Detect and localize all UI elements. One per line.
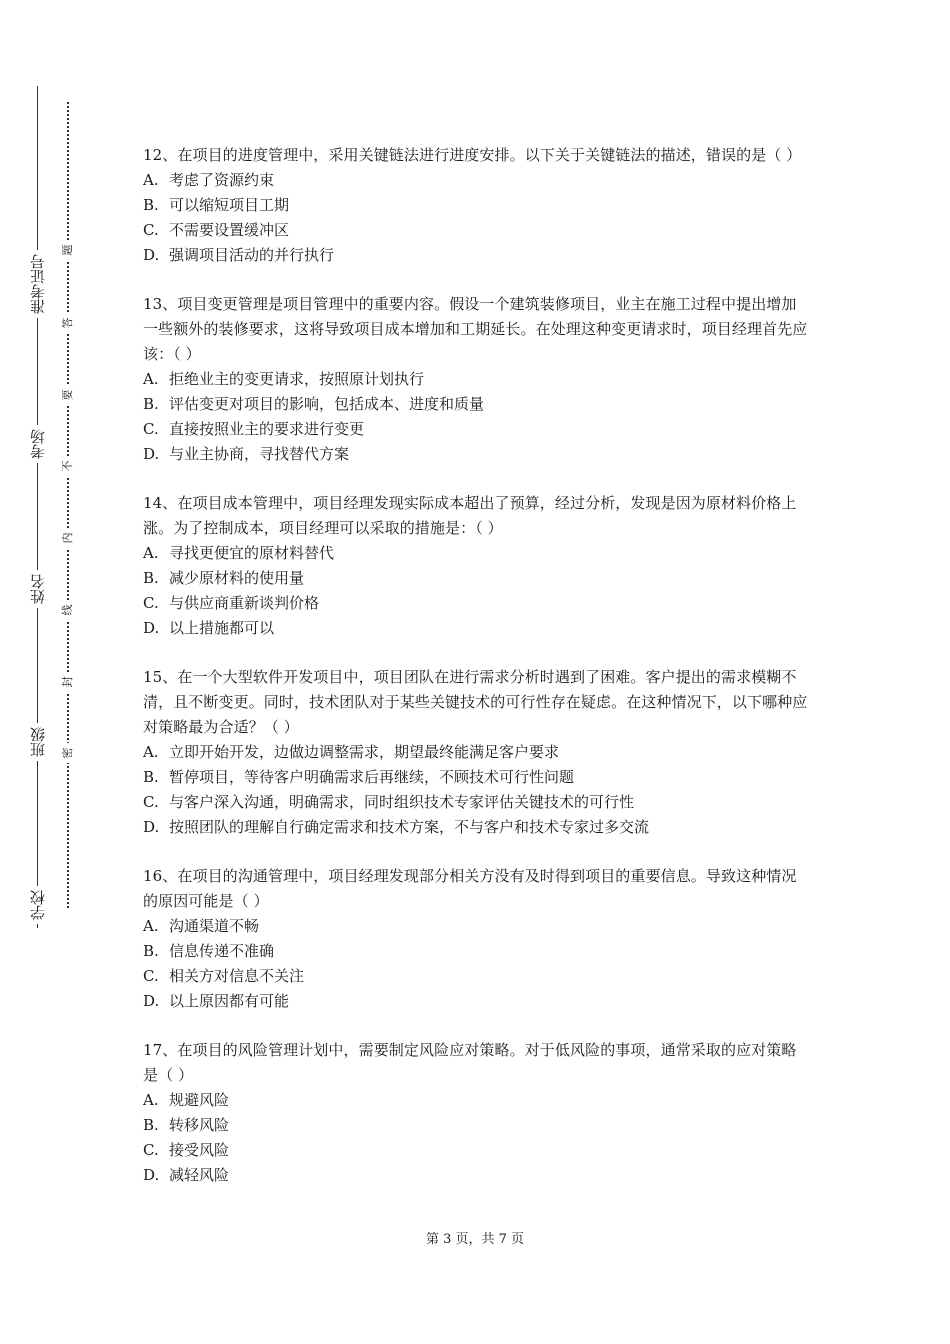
option-b xyxy=(143,193,809,218)
question-stem: 15、在一个大型软件开发项目中，项目团队在进行需求分析时遇到了困难。客户提出的需求模糊不清，且不断变更。同时，技术团队对于某些关键技术的可行性存在疑虑。在这种情况下，以下哪种应对策略最为合适？（ ） xyxy=(143,668,808,736)
option-text: 不需要设置缓冲区 xyxy=(169,221,290,239)
option-text: 强调项目活动的并行执行 xyxy=(169,246,335,264)
seal-char: 答 xyxy=(61,313,75,333)
option-letter: C. xyxy=(143,967,159,985)
page-number: 第 3 页，共 7 页 xyxy=(425,1232,525,1247)
option-text: 与供应商重新谈判价格 xyxy=(169,594,320,612)
option-letter: B. xyxy=(143,1116,159,1134)
option-d xyxy=(143,989,809,1014)
option-text: 与客户深入沟通，明确需求，同时组织技术专家评估关键技术的可行性 xyxy=(169,793,635,811)
question-15 xyxy=(143,665,809,840)
option-letter: D. xyxy=(143,1166,160,1184)
option-text: 信息传递不准确 xyxy=(169,942,275,960)
class-label: 班级 xyxy=(25,723,51,761)
seal-dotted-line xyxy=(67,102,69,908)
option-c xyxy=(143,790,809,815)
seal-char: 要 xyxy=(61,385,75,405)
option-text: 与业主协商，寻找替代方案 xyxy=(169,445,350,463)
question-13 xyxy=(143,292,809,467)
option-letter: B. xyxy=(143,569,159,587)
option-c xyxy=(143,1138,809,1163)
option-b xyxy=(143,392,809,417)
option-text: 立即开始开发，边做边调整需求，期望最终能满足客户要求 xyxy=(169,743,560,761)
option-text: 按照团队的理解自行确定需求和技术方案，不与客户和技术专家过多交流 xyxy=(169,818,650,836)
option-letter: B. xyxy=(143,768,159,786)
option-letter: A. xyxy=(143,917,159,935)
option-text: 规避风险 xyxy=(169,1091,230,1109)
option-letter: B. xyxy=(143,395,159,413)
option-letter: C. xyxy=(143,1141,159,1159)
question-17 xyxy=(143,1038,809,1188)
option-a xyxy=(143,740,809,765)
question-stem: 14、在项目成本管理中，项目经理发现实际成本超出了预算，经过分析，发现是因为原材料价格上涨。为了控制成本，项目经理可以采取的措施是：（ ） xyxy=(143,494,797,537)
question-stem: 13、项目变更管理是项目管理中的重要内容。假设一个建筑装修项目，业主在施工过程中提出增加一些额外的装修要求，这将导致项目成本增加和工期延长。在处理这种变更请求时，项目经理首先应该：（ ） xyxy=(143,295,808,363)
option-letter: D. xyxy=(143,445,160,463)
option-letter: C. xyxy=(143,594,159,612)
option-b xyxy=(143,566,809,591)
option-text: 相关方对信息不关注 xyxy=(169,967,305,985)
option-text: 以上措施都可以 xyxy=(169,619,275,637)
option-text: 减少原材料的使用量 xyxy=(169,569,305,587)
option-text: 沟通渠道不畅 xyxy=(169,917,260,935)
seal-char: 不 xyxy=(61,456,75,476)
option-letter: C. xyxy=(143,221,159,239)
option-a xyxy=(143,1088,809,1113)
option-c xyxy=(143,417,809,442)
question-list xyxy=(143,143,809,1212)
option-c xyxy=(143,591,809,616)
name-label: 姓名 xyxy=(25,570,51,608)
option-a xyxy=(143,914,809,939)
question-12 xyxy=(143,143,809,268)
option-letter: D. xyxy=(143,619,160,637)
seal-char: 封 xyxy=(61,672,75,692)
option-d xyxy=(143,243,809,268)
option-a xyxy=(143,367,809,392)
question-stem: 17、在项目的风险管理计划中，需要制定风险应对策略。对于低风险的事项，通常采取的应对策略是（ ） xyxy=(143,1041,797,1084)
option-letter: D. xyxy=(143,818,160,836)
option-c xyxy=(143,218,809,243)
option-text: 直接按照业主的要求进行变更 xyxy=(169,420,365,438)
seal-char: 内 xyxy=(61,528,75,548)
option-text: 考虑了资源约束 xyxy=(169,171,275,189)
seal-char: 题 xyxy=(61,240,75,260)
option-letter: D. xyxy=(143,992,160,1010)
option-letter: A. xyxy=(143,743,159,761)
question-stem: 12、在项目的进度管理中，采用关键链法进行进度安排。以下关于关键链法的描述，错误的是（ ） xyxy=(143,146,802,164)
exam-room-label: 考场 xyxy=(25,425,51,463)
option-b xyxy=(143,939,809,964)
option-text: 减轻风险 xyxy=(169,1166,230,1184)
option-b xyxy=(143,1113,809,1138)
option-text: 转移风险 xyxy=(169,1116,230,1134)
question-16 xyxy=(143,864,809,1014)
option-c xyxy=(143,964,809,989)
seal-char: 密 xyxy=(61,743,75,763)
binding-solid-line xyxy=(37,86,38,928)
admission-number-label: 准考证号 xyxy=(25,250,51,318)
seal-char: 线 xyxy=(61,600,75,620)
option-text: 以上原因都有可能 xyxy=(169,992,290,1010)
option-letter: C. xyxy=(143,420,159,438)
option-d xyxy=(143,1163,809,1188)
option-d xyxy=(143,815,809,840)
school-label: 学校 xyxy=(25,886,51,924)
option-text: 暂停项目，等待客户明确需求后再继续，不顾技术可行性问题 xyxy=(169,768,575,786)
option-letter: A. xyxy=(143,171,159,189)
option-letter: D. xyxy=(143,246,160,264)
option-letter: A. xyxy=(143,544,159,562)
option-d xyxy=(143,616,809,641)
option-b xyxy=(143,765,809,790)
question-14 xyxy=(143,491,809,641)
option-letter: B. xyxy=(143,196,159,214)
option-text: 寻找更便宜的原材料替代 xyxy=(169,544,335,562)
option-text: 可以缩短项目工期 xyxy=(169,196,290,214)
option-letter: A. xyxy=(143,1091,159,1109)
option-text: 接受风险 xyxy=(169,1141,230,1159)
option-text: 评估变更对项目的影响，包括成本、进度和质量 xyxy=(169,395,485,413)
option-letter: B. xyxy=(143,942,159,960)
option-a xyxy=(143,168,809,193)
option-letter: C. xyxy=(143,793,159,811)
option-d xyxy=(143,442,809,467)
option-letter: A. xyxy=(143,370,159,388)
option-a xyxy=(143,541,809,566)
question-stem: 16、在项目的沟通管理中，项目经理发现部分相关方没有及时得到项目的重要信息。导致这种情况的原因可能是（ ） xyxy=(143,867,797,910)
option-text: 拒绝业主的变更请求，按照原计划执行 xyxy=(169,370,425,388)
